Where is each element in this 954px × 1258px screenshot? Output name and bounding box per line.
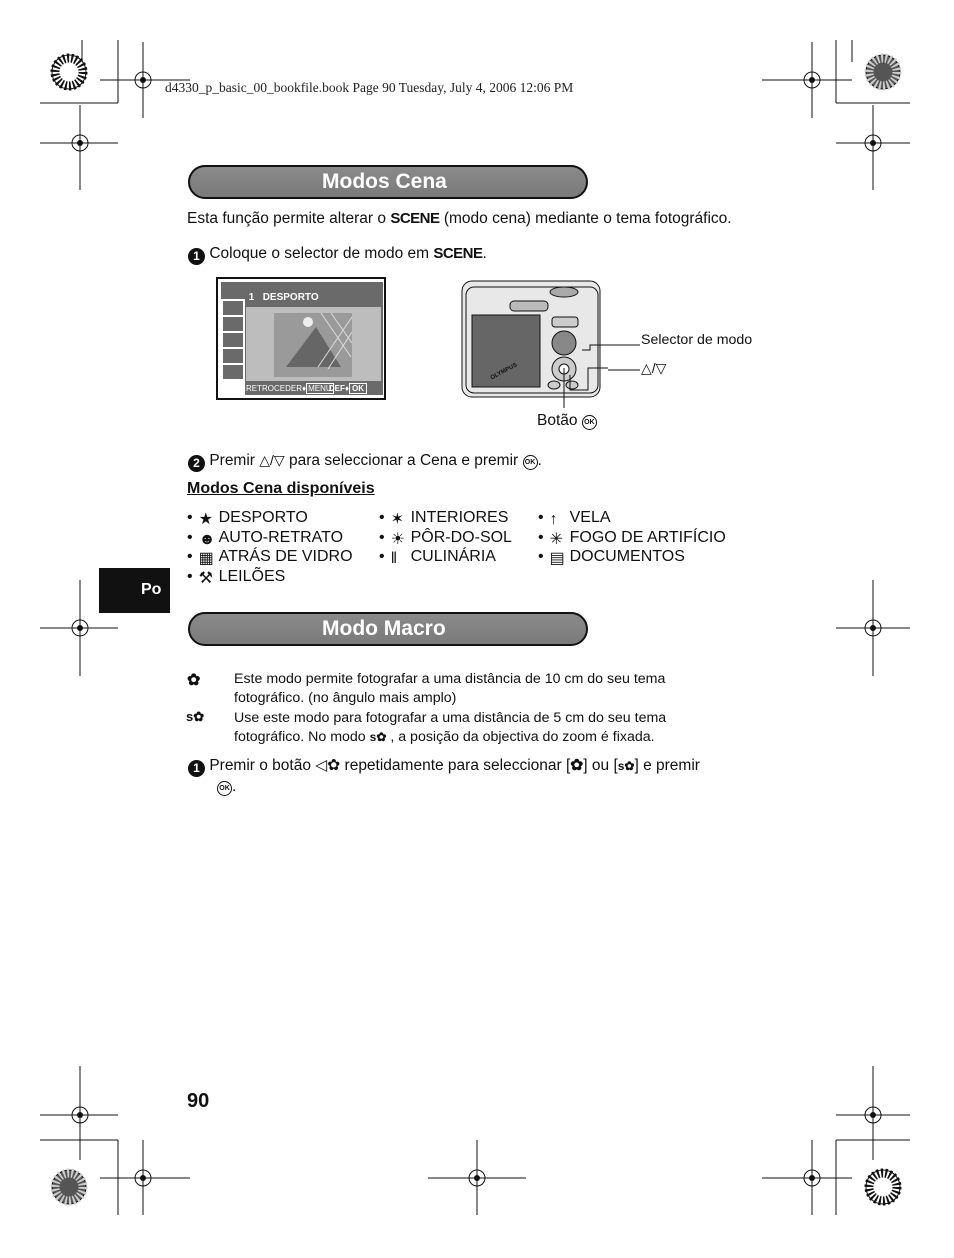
list-item: • ⚒ LEILÕES: [187, 567, 286, 587]
step-number: 1: [188, 760, 205, 777]
step-2: 2 Premir △/▽ para seleccionar a Cena e premir OK .: [188, 452, 542, 472]
arrow-buttons-callout: △/▽: [641, 360, 667, 376]
section-banner-modos-cena: [188, 165, 588, 199]
mode-selector-callout: Selector de modo: [641, 332, 753, 348]
macro-step-1: 1 Premir o botão ◁✿ repetidamente para seleccionar [✿] ou [s✿] e premir OK .: [188, 756, 700, 797]
brand-logo: OLYMPUS: [489, 362, 519, 382]
ok-icon: OK: [582, 415, 597, 430]
super-macro-icon: s✿: [186, 709, 205, 724]
candle-icon: ↑: [549, 511, 558, 528]
lcd-screen-illustration: [216, 277, 386, 400]
cuisine-icon: ‖: [390, 550, 398, 567]
step-number: 1: [188, 248, 205, 265]
section-banner-modo-macro: [188, 612, 588, 646]
macro-icon: ✿: [570, 757, 584, 774]
modes-column-2: [379, 508, 512, 567]
behind-glass-icon: ▦: [198, 550, 214, 567]
super-macro-description: Use este modo para fotografar a uma distância de 5 cm do seu tema fotográfico. No modo s✿ , a posição da objectiva do zoom é fixada.: [234, 710, 667, 745]
modes-column-1: [187, 508, 353, 586]
page-number: 90: [187, 1090, 210, 1112]
up-down-arrows-icon: △/▽: [259, 452, 285, 468]
macro-icon: ✿: [187, 672, 201, 689]
indoor-icon: ✶: [390, 511, 405, 528]
available-modes-heading: Modos Cena disponíveis: [187, 480, 375, 497]
scene-photo: [246, 307, 381, 381]
lcd-footer: RETROCEDER♦ MENU DEF♦ OK: [246, 382, 381, 396]
sport-icon: ★: [198, 511, 213, 528]
ok-button-callout: Botão OK: [537, 412, 597, 430]
list-item: • ☻ AUTO-RETRATO: [187, 528, 344, 548]
section-title: Modo Macro: [322, 617, 446, 640]
list-item: • ✳ FOGO DE ARTIFÍCIO: [538, 528, 726, 548]
fireworks-icon: ✳: [549, 530, 564, 548]
intro-paragraph: Esta função permite alterar o SCENE (modo cena) mediante o tema fotográfico.: [187, 210, 732, 227]
list-item: • ✶ INTERIORES: [379, 509, 509, 528]
language-tab: Po: [99, 568, 170, 613]
auction-icon: ⚒: [198, 569, 213, 587]
super-macro-icon: s✿: [617, 759, 635, 773]
book-header: d4330_p_basic_00_bookfile.book Page 90 Tuesday, July 4, 2006 12:06 PM: [165, 80, 574, 95]
sports-photo-icon: [246, 307, 381, 381]
scene-label: SCENE: [433, 245, 483, 262]
list-item: • ★ DESPORTO: [187, 509, 308, 528]
modes-column-3: [538, 508, 726, 567]
ok-icon: OK: [523, 455, 538, 470]
list-item: • ‖ CULINÁRIA: [379, 548, 496, 567]
scene-label: SCENE: [390, 210, 440, 227]
macro-description: Este modo permite fotografar a uma distância de 10 cm do seu tema fotográfico. (no ângulo mais amplo): [234, 671, 666, 706]
ok-icon: OK: [217, 781, 232, 796]
sunset-icon: ☀: [390, 530, 405, 548]
list-item: • ↑ VELA: [538, 509, 611, 528]
list-item: • ▦ ATRÁS DE VIDRO: [187, 548, 353, 567]
self-portrait-icon: ☻: [198, 530, 216, 548]
scene-icon-strip: [221, 299, 245, 395]
menu-title-bar: 1 DESPORTO: [246, 290, 383, 306]
documents-icon: ▤: [549, 550, 565, 567]
left-macro-button-icon: ◁✿: [315, 757, 341, 774]
list-item: • ☀ PÔR-DO-SOL: [379, 528, 512, 548]
section-title: Modos Cena: [322, 170, 447, 193]
step-number: 2: [188, 455, 205, 472]
step-1: 1 Coloque o selector de modo em SCENE.: [188, 245, 487, 265]
super-macro-icon: s✿: [369, 730, 387, 744]
list-item: • ▤ DOCUMENTOS: [538, 548, 685, 567]
